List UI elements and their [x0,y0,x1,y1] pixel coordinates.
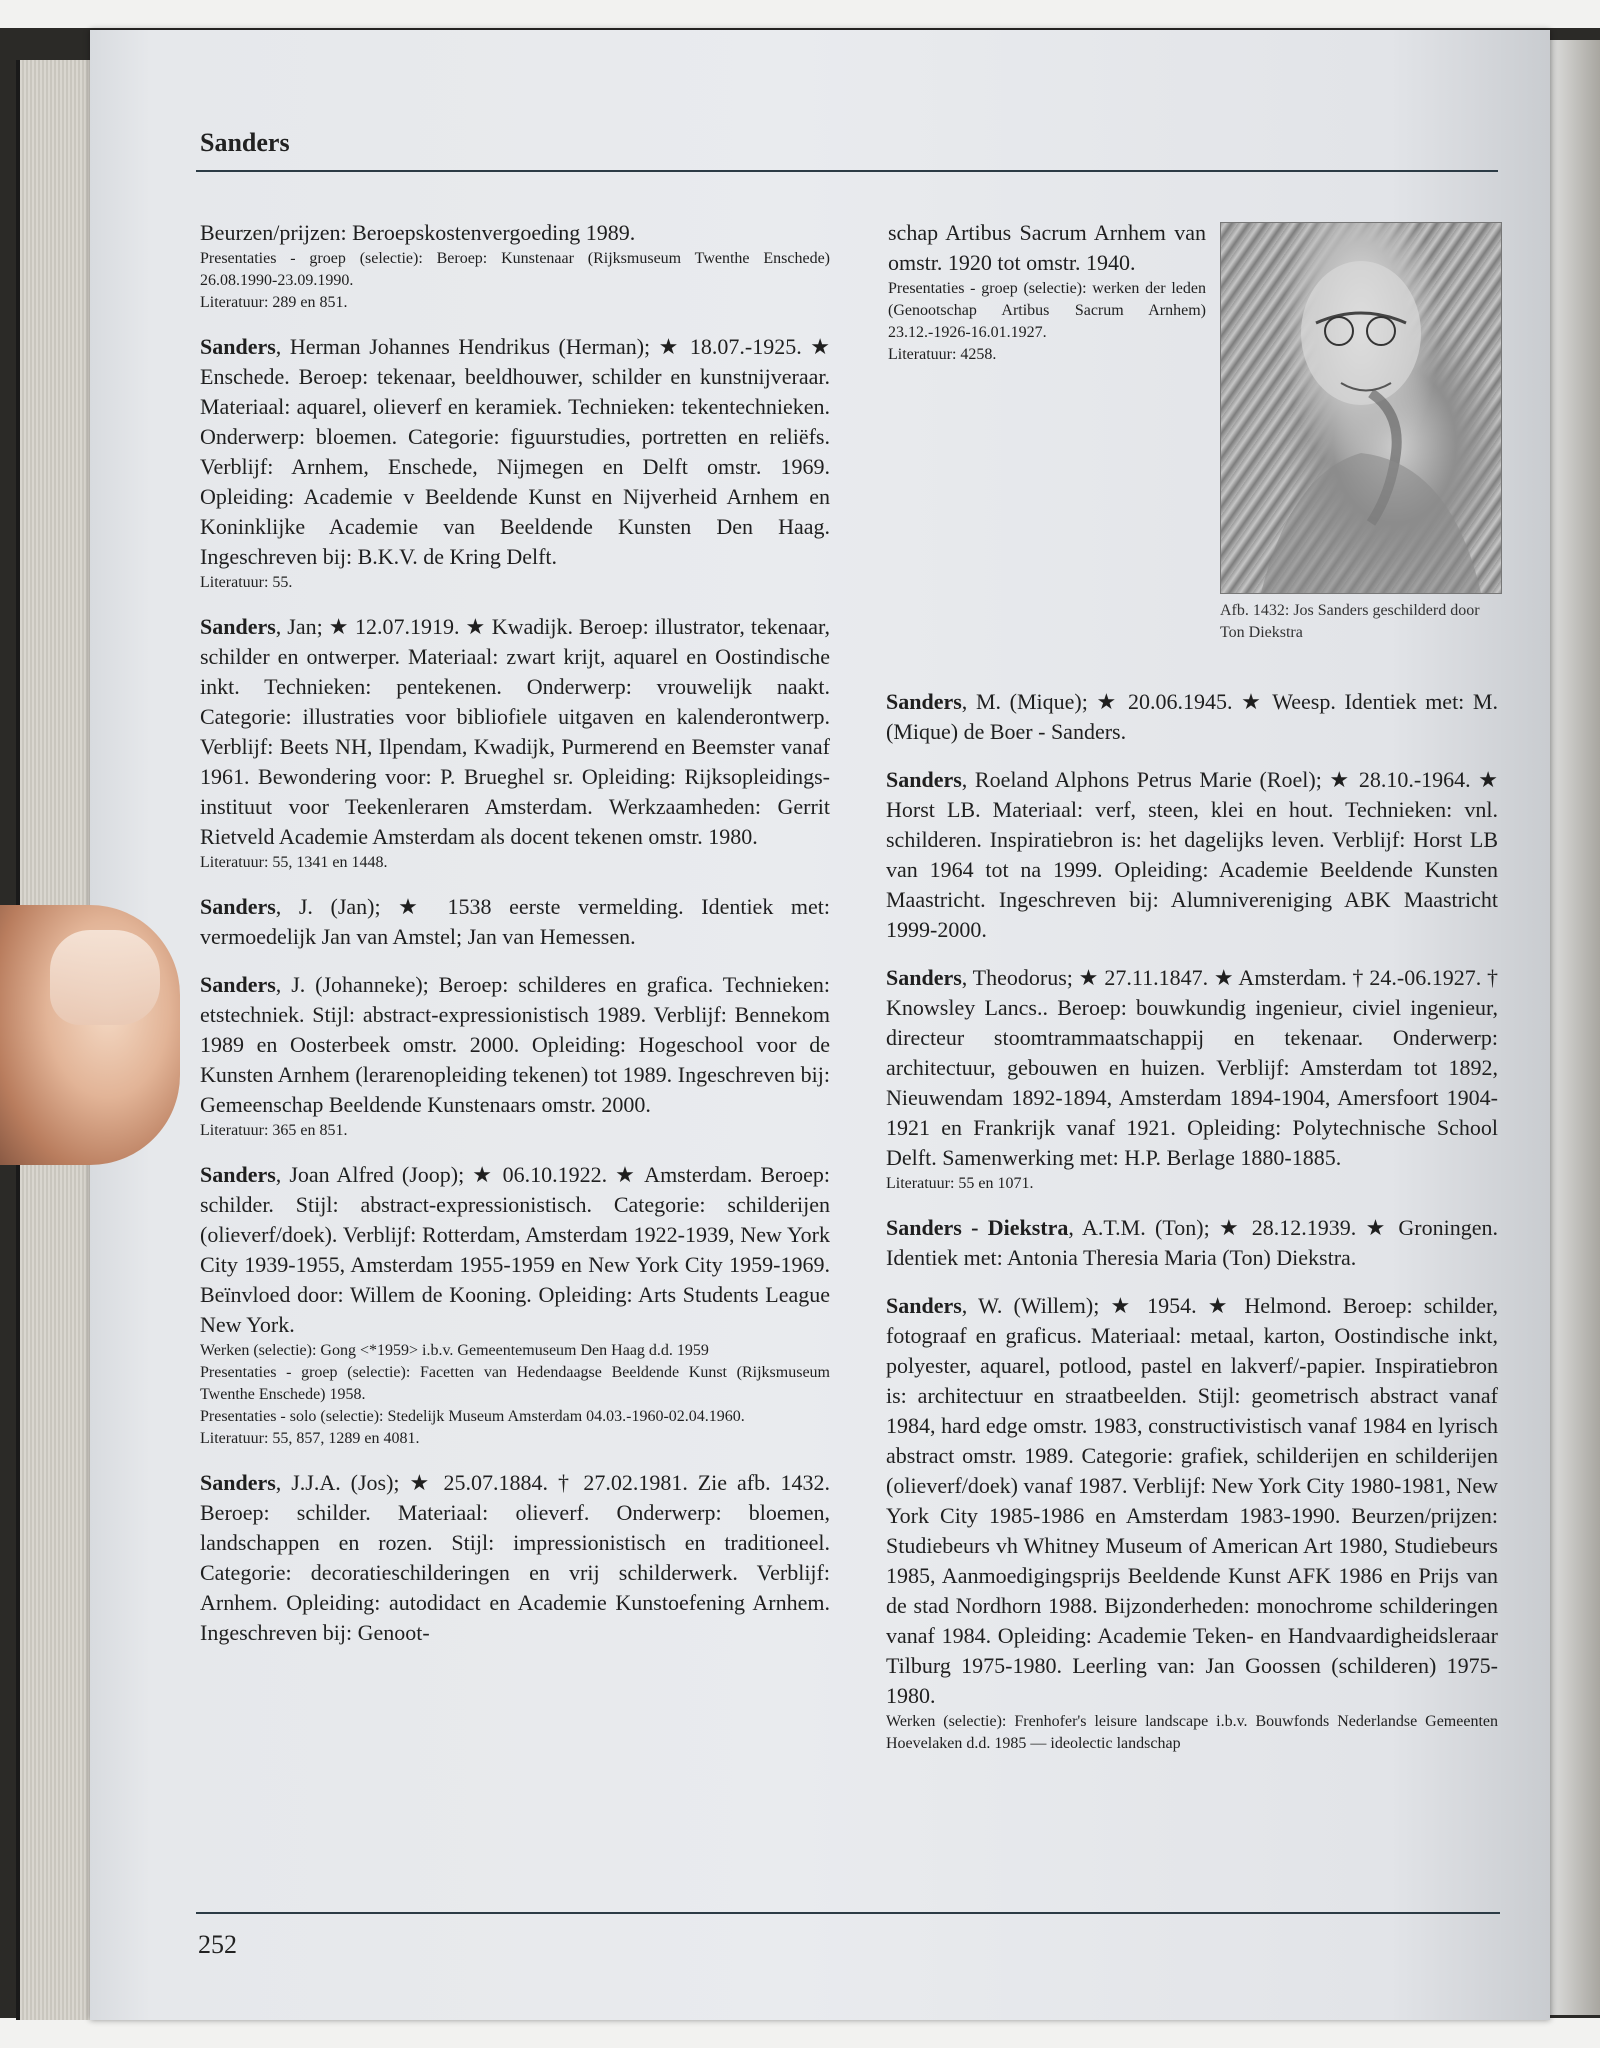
entry-name: Sanders [200,1162,276,1187]
right-column [886,687,1498,1773]
entry-note: Werken (selectie): Frenhofer's leisure landscape i.b.v. Bouwfonds Nederlandse Gemeenten Hoevelaken d.d. 1985 — ideolectic landschap [886,1713,1498,1752]
entry-text: , J. (Johanneke); Beroep: schilderes en grafica. Technieken: etstechniek. Stijl: abstract-expressionistisch 1989. Verblijf: Bennekom 1989 en Oosterbeek omstr. 2000. Opleiding: Hogeschool voor de Kunsten Arnhem (lerarenopleiding tekenen) tot 1989. Ingeschreven bij: Gemeenschap Beeldende Kunstenaars omstr. 2000. [200,972,830,1117]
entry-body [200,1468,830,1648]
entry-body [886,963,1498,1173]
lexicon-entry [886,963,1498,1195]
entry-body [200,218,830,248]
entry-body [886,765,1498,945]
entry-note: Literatuur: 55, 1341 en 1448. [200,854,388,871]
header-rule [196,170,1498,172]
entry-text: , J. (Jan); ★ 1538 eerste vermelding. Identiek met: vermoedelijk Jan van Amstel; Jan van Hemessen. [200,894,830,949]
background-bottom-strip [0,2018,1600,2048]
lexicon-entry [200,612,830,874]
entry-name: Sanders [200,334,276,359]
entry-name: Sanders - Diekstra [886,1215,1069,1240]
entry-body [200,970,830,1120]
footer-rule [196,1912,1500,1914]
lexicon-entry [886,765,1498,945]
entry-text: , Jan; ★ 12.07.1919. ★ Kwadijk. Beroep: illustrator, tekenaar, schilder en ontwerper. Materiaal: zwart krijt, aquarel en Oostindische inkt. Technieken: pentekenen. Onderwerp: vrouwelijk naakt. Categorie: illustraties voor bibliofiele uitgaven en kalenderontwerp. Verblijf: Beets NH, Ilpendam, Kwadijk, Purmerend en Beemster vanaf 1961. Bewondering voor: P. Brueghel sr. Opleiding: Rijksopleidings-instituut voor Teekenleraren Amsterdam. Werkzaamheden: Gerrit Rietveld Academie Amsterdam als docent tekenen omstr. 1980. [200,614,830,849]
figure-1432 [1220,222,1500,644]
portrait-photo [1220,222,1502,594]
left-column [200,218,830,1666]
entry-body [886,1213,1498,1273]
figure-caption: Afb. 1432: Jos Sanders geschilderd door Ton Diekstra [1220,602,1480,641]
entry-body [200,612,830,852]
entry-name: Sanders [200,1470,276,1495]
entry-note: Literatuur: 365 en 851. [200,1122,348,1139]
entry-body [200,332,830,572]
entry-body [886,687,1498,747]
entry-text: , Theodorus; ★ 27.11.1847. ★ Amsterdam. † 24.-06.1927. † Knowsley Lancs.. Beroep: bouwkundig ingenieur, civiel ingenieur, directeur stoomtrammaatschappij en tekenaar. Onderwerp: architectuur, gebouwen en huizen. Verblijf: Amsterdam tot 1892, Nieuwendam 1892-1894, Amsterdam 1894-1904, Amersfoort 1904-1921 en Frankrijk vanaf 1921. Opleiding: Polytechnische School Delft. Samenwerking met: H.P. Berlage 1880-1885. [886,965,1498,1170]
lexicon-entry [200,332,830,594]
entry-body [888,218,1206,278]
lexicon-entry [886,1291,1498,1755]
lexicon-entry [200,1468,830,1648]
portrait-sketch [1221,223,1501,593]
lexicon-entry [200,1160,830,1450]
entry-note: Literatuur: 289 en 851. [200,294,348,311]
entry-text: , A.T.M. (Ton); ★ 28.12.1939. ★ Groningen. Identiek met: Antonia Theresia Maria (Ton) Diekstra. [886,1215,1498,1270]
running-head: Sanders [200,128,290,157]
entry-name: Sanders [886,767,962,792]
entry-note: Presentaties - groep (selectie): Facetten van Hedendaagse Beeldende Kunst (Rijksmuseum Twenthe Enschede) 1958. [200,1364,830,1403]
lexicon-entry [200,892,830,952]
entry-note: Literatuur: 55. [200,574,293,591]
entry-text: schap Artibus Sacrum Arnhem van omstr. 1920 tot omstr. 1940. [888,220,1206,275]
entry-text: , Joan Alfred (Joop); ★ 06.10.1922. ★ Amsterdam. Beroep: schilder. Stijl: abstract-expressionistisch. Categorie: schilderijen (olieverf/doek). Verblijf: Rotterdam, Amsterdam 1922-1939, New York City 1939-1955, Amsterdam 1955-1959 en New York City 1959-1969. Beïnvloed door: Willem de Kooning. Opleiding: Arts Students League New York. [200,1162,830,1337]
entry-text: , W. (Willem); ★ 1954. ★ Helmond. Beroep: schilder, fotograaf en graficus. Materiaal: metaal, karton, Oostindische inkt, polyester, aquarel, potlood, pastel en lakverf/-papier. Inspiratiebron is: architectuur en straatbeelden. Stijl: geometrisch abstract vanaf 1984, hard edge omstr. 1983, constructivistisch vanaf 1984 en lyrisch abstract omstr. 1989. Categorie: grafiek, schilderijen en schilderijen (olieverf/doek) vanaf 1987. Verblijf: New York City 1980-1981, New York City 1985-1986 en Amsterdam 1983-1990. Beurzen/prijzen: Studiebeurs vh Whitney Museum of American Art 1980, Studiebeurs 1985, Aanmoedigingsprijs Beeldende Kunst AFK 1986 en Prijs van de stad Nordhorn 1988. Bijzonderheden: monochrome schilderingen vanaf 1984. Opleiding: Academie Teken- en Handvaardigheidsleraar Tilburg 1975-1980. Leerling van: Jan Goossen (schilderen) 1975-1980. [886,1293,1498,1708]
entry-body [886,1291,1498,1711]
entry-text: , M. (Mique); ★ 20.06.1945. ★ Weesp. Identiek met: M. (Mique) de Boer - Sanders. [886,689,1498,744]
entry-name: Sanders [200,894,276,919]
lexicon-entry [886,687,1498,747]
right-top-column [888,218,1206,384]
entry-name: Sanders [200,972,276,997]
background-top-strip [0,0,1600,28]
entry-note: Literatuur: 55 en 1071. [886,1175,1034,1192]
entry-text: , Roeland Alphons Petrus Marie (Roel); ★ 28.10.-1964. ★ Horst LB. Materiaal: verf, steen, klei en hout. Technieken: vnl. schilderen. Inspiratiebron is: het dagelijks leven. Verblijf: Horst LB van 1964 tot na 1999. Opleiding: Academie Beeldende Kunsten Maastricht. Ingeschreven bij: Alumnivereniging ABK Maastricht 1999-2000. [886,767,1498,942]
lexicon-entry [200,970,830,1142]
entry-name: Sanders [886,965,962,990]
entry-text: Beurzen/prijzen: Beroepskostenvergoeding 1989. [200,220,636,245]
entry-note: Werken (selectie): Gong <*1959> i.b.v. Gemeentemuseum Den Haag d.d. 1959 [200,1342,709,1359]
entry-name: Sanders [886,1293,962,1318]
lexicon-entry [200,218,830,314]
entry-text: , Herman Johannes Hendrikus (Herman); ★ 18.07.-1925. ★ Enschede. Beroep: tekenaar, beeldhouwer, schilder en kunstnijveraar. Materiaal: aquarel, olieverf en keramiek. Technieken: tekentechnieken. Onderwerp: bloemen. Categorie: figuurstudies, portretten en reliëfs. Verblijf: Arnhem, Enschede, Nijmegen en Delft omstr. 1969. Opleiding: Academie v Beeldende Kunst en Nijverheid Arnhem en Koninklijke Academie van Beeldende Kunsten Den Haag. Ingeschreven bij: B.K.V. de Kring Delft. [200,334,830,569]
page-number: 252 [198,1930,237,1959]
entry-note: Presentaties - groep (selectie): werken der leden (Genootschap Artibus Sacrum Arnhem) 23.12.-1926-16.01.1927. [888,280,1206,341]
entry-note: Literatuur: 55, 857, 1289 en 4081. [200,1430,420,1447]
entry-body [200,892,830,952]
entry-name: Sanders [200,614,276,639]
entry-text: , J.J.A. (Jos); ★ 25.07.1884. † 27.02.1981. Zie afb. 1432. Beroep: schilder. Materiaal: olieverf. Onderwerp: bloemen, landschappen en rozen. Stijl: impressionistisch en traditioneel. Categorie: decoratieschilderingen en vrij schilderwerk. Verblijf: Arnhem. Opleiding: autodidact en Academie Kunstoefening Arnhem. Ingeschreven bij: Genoot- [200,1470,830,1645]
thumbnail-overlay [50,930,160,1025]
entry-body [200,1160,830,1340]
entry-note: Literatuur: 4258. [888,346,997,363]
entry-note: Presentaties - groep (selectie): Beroep: Kunstenaar (Rijksmuseum Twenthe Enschede) 26.08.1990-23.09.1990. [200,250,830,289]
lexicon-entry [886,1213,1498,1273]
entry-name: Sanders [886,689,962,714]
lexicon-entry [888,218,1206,366]
entry-note: Presentaties - solo (selectie): Stedelijk Museum Amsterdam 04.03.-1960-02.04.1960. [200,1408,745,1425]
